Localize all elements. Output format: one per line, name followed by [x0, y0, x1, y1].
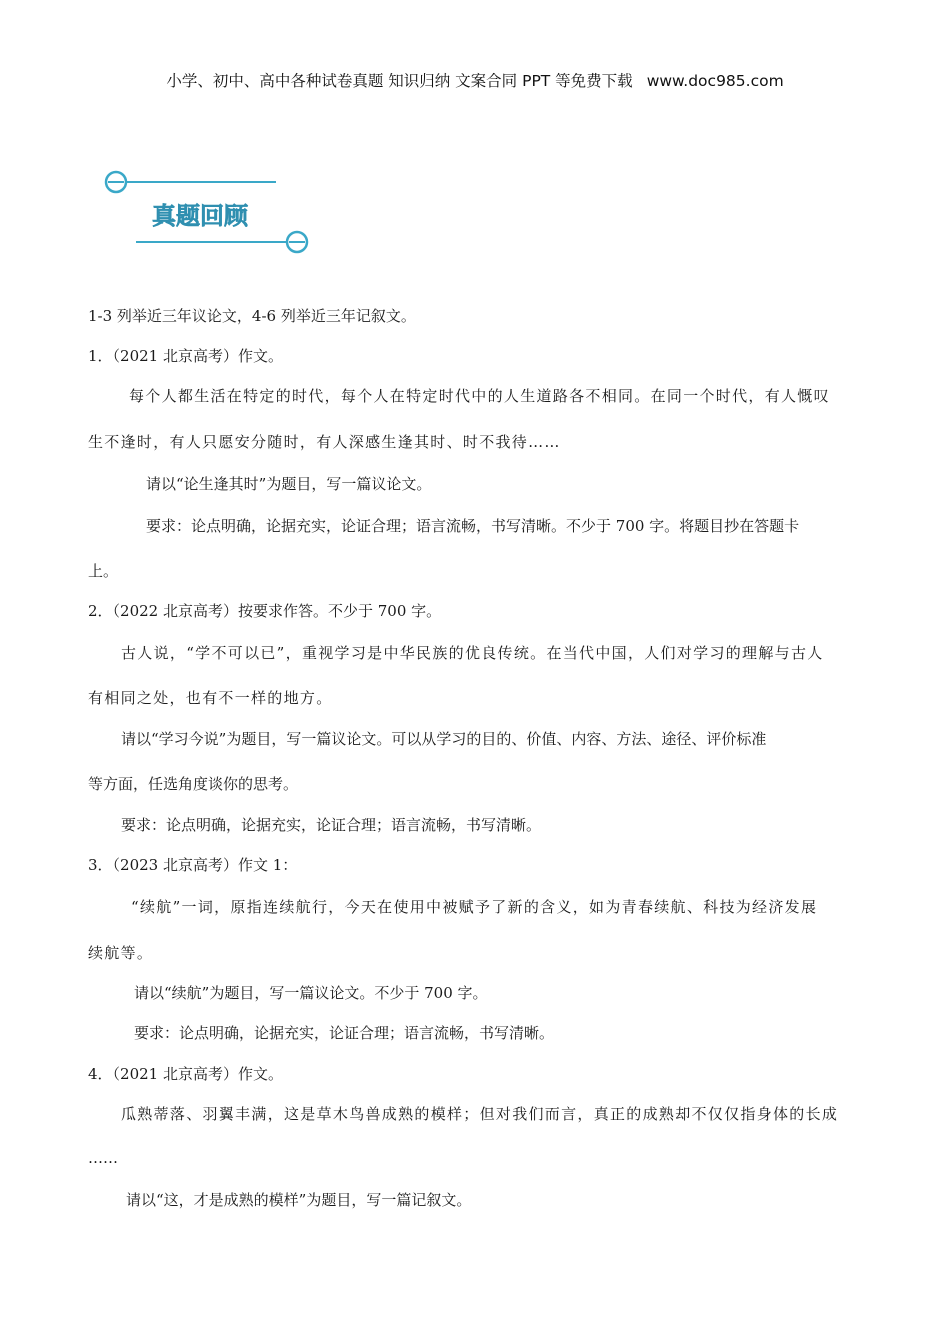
item-1-line-2: 生不逢时，有人只愿安分随时，有人深感生逢其时、时不我待……: [88, 433, 561, 451]
item-1-heading: 1．（2021 北京高考）作文。: [88, 347, 283, 365]
item-2-line-3: 请以“学习今说”为题目，写一篇议论文。可以从学习的目的、价值、内容、方法、途径、评价标准: [121, 730, 767, 748]
item-1-line-3: 请以“论生逢其时”为题目，写一篇议论文。: [146, 475, 432, 493]
item-2-line-1: 古人说，“学不可以已”，重视学习是中华民族的优良传统。在当代中国，人们对学习的理解与古人: [121, 644, 824, 662]
item-2-line-2: 有相同之处，也有不一样的地方。: [88, 689, 333, 707]
item-3-line-4: 要求：论点明确，论据充实，论证合理；语言流畅，书写清晰。: [134, 1024, 555, 1042]
item-1-line-4: 要求：论点明确，论据充实，论证合理；语言流畅，书写清晰。不少于 700 字。将题目抄在答题卡: [146, 517, 800, 535]
intro-text: 1-3 列举近三年议论文，4-6 列举近三年记叙文。: [88, 307, 416, 325]
item-2-line-4: 等方面，任选角度谈你的思考。: [88, 775, 299, 793]
item-4-heading: 4．（2021 北京高考）作文。: [88, 1065, 283, 1083]
item-3-line-1: “续航”一词，原指连续航行，今天在使用中被赋予了新的含义，如为青春续航、科技为经济发展: [131, 898, 818, 916]
item-3-line-2: 续航等。: [88, 944, 154, 962]
header-text: 小学、初中、高中各种试卷真题 知识归纳 文案合同 PPT 等免费下载: [166, 72, 633, 90]
item-4-line-3: 请以“这，才是成熟的模样”为题目，写一篇记叙文。: [126, 1191, 472, 1209]
header-url[interactable]: www.doc985.com: [646, 72, 784, 90]
item-4-line-2: ……: [88, 1149, 118, 1167]
item-3-heading: 3．（2023 北京高考）作文 1：: [88, 856, 298, 874]
item-4-line-1: 瓜熟蒂落、羽翼丰满，这是草木鸟兽成熟的模样；但对我们而言，真正的成熟却不仅仅指身体的长成: [121, 1105, 839, 1123]
banner-title: 真题回顾: [152, 202, 248, 230]
section-banner: [100, 168, 315, 260]
item-2-heading: 2．（2022 北京高考）按要求作答。不少于 700 字。: [88, 602, 442, 620]
item-1-line-5: 上。: [88, 562, 119, 580]
item-3-line-3: 请以“续航”为题目，写一篇议论文。不少于 700 字。: [134, 984, 488, 1002]
item-2-line-5: 要求：论点明确，论据充实，论证合理；语言流畅，书写清晰。: [121, 816, 542, 834]
item-1-line-1: 每个人都生活在特定的时代，每个人在特定时代中的人生道路各不相同。在同一个时代，有人慨叹: [129, 387, 830, 405]
page-header: [0, 69, 950, 91]
